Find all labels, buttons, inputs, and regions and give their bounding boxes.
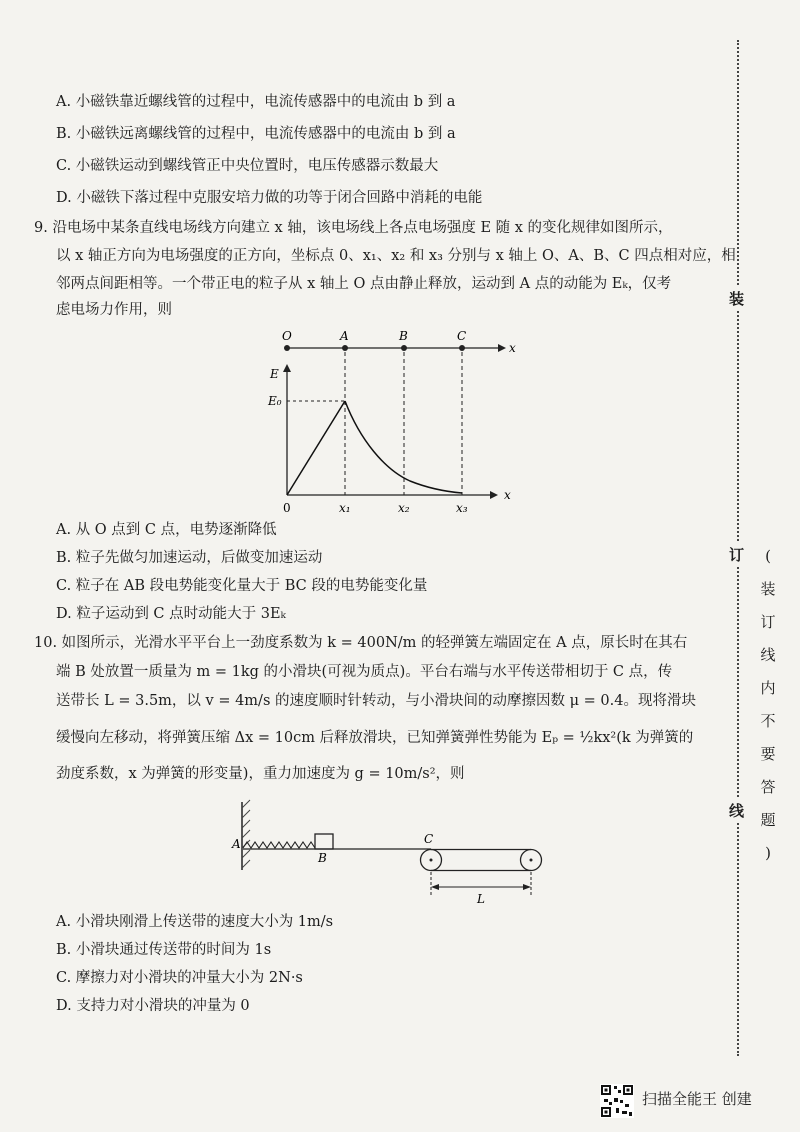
e-axis-label: E [270, 367, 279, 381]
q9-top-axis [282, 329, 516, 355]
q10-option-b: B. 小滑块通过传送带的时间为 1s [56, 942, 272, 958]
q10-option-a: A. 小滑块刚滑上传送带的速度大小为 1m/s [56, 914, 334, 930]
label-c: C [457, 329, 467, 343]
q10-stem-line-3: 送带长 L = 3.5m，以 v = 4m/s 的速度顺时针转动，与小滑块间的动摩擦因数 μ = 0.4。现将滑块 [56, 693, 696, 709]
label-point-b: B [318, 851, 327, 865]
label-point-c: C [424, 832, 434, 846]
slider-block [315, 834, 333, 849]
q8-option-a: A. 小磁铁靠近螺线管的过程中，电流传感器中的电流由 b 到 a [56, 94, 456, 110]
note-char: 线 [760, 646, 776, 664]
q9-option-b: B. 粒子先做匀加速运动，后做变加速运动 [56, 550, 323, 566]
q9-stem-line-2: 以 x 轴正方向为电场强度的正方向，坐标点 0、x₁、x₂ 和 x₃ 分别与 x 轴上 O、A、B、C 四点相对应，相 [56, 248, 736, 264]
note-char: 装 [760, 580, 776, 598]
scanner-watermark-text: 扫描全能王 创建 [642, 1090, 752, 1108]
label-a: A [340, 329, 349, 343]
q10-stem-line-2: 端 B 处放置一质量为 m = 1kg 的小滑块(可视为质点)。平台右端与水平传送带相切于 C 点，传 [56, 664, 673, 680]
q10-stem-line-1: 10. 如图所示，光滑水平平台上一劲度系数为 k = 400N/m 的轻弹簧左端固定在 A 点，原长时在其右 [34, 635, 688, 651]
note-char: 题 [760, 811, 776, 829]
q8-option-d: D. 小磁铁下落过程中克服安培力做的功等于闭合回路中消耗的电能 [56, 190, 483, 206]
q10-option-d: D. 支持力对小滑块的冲量为 0 [56, 998, 250, 1014]
point-o-dot [284, 345, 290, 351]
q9-option-c: C. 粒子在 AB 段电势能变化量大于 BC 段的电势能变化量 [56, 578, 428, 594]
q8-option-b: B. 小磁铁远离螺线管的过程中，电流传感器中的电流由 b 到 a [56, 126, 456, 142]
q9-stem-line-4: 虑电场力作用，则 [56, 302, 172, 318]
label-o: O [282, 329, 292, 343]
e0-label: E₀ [268, 394, 282, 408]
note-char: ) [765, 844, 771, 862]
q10-stem-line-5: 劲度系数，x 为弹簧的形变量)，重力加速度为 g = 10m/s²，则 [56, 766, 465, 782]
note-char: 不 [760, 712, 776, 730]
q10-option-c: C. 摩擦力对小滑块的冲量大小为 2N·s [56, 970, 303, 986]
binding-note-vertical [758, 540, 778, 870]
top-axis-x-label: x [509, 341, 516, 355]
tick-0: 0 [283, 501, 291, 515]
label-point-a: A [232, 837, 241, 851]
note-char: 订 [760, 613, 776, 631]
q9-stem-line-3: 邻两点间距相等。一个带正电的粒子从 x 轴上 O 点由静止释放，运动到 A 点的动能为 Eₖ，仅考 [56, 276, 672, 292]
tick-x3: x₃ [456, 501, 468, 515]
wall-hatching [242, 800, 250, 868]
note-char: 内 [760, 679, 776, 697]
q9-option-a: A. 从 O 点到 C 点，电势逐渐降低 [56, 522, 277, 538]
binding-mark-zhuang: 装 [729, 286, 744, 311]
q9-e-x-graph [267, 352, 511, 515]
label-b: B [399, 329, 408, 343]
point-a-dot [342, 345, 348, 351]
tick-x2: x₂ [398, 501, 410, 515]
tick-x1: x₁ [339, 501, 351, 515]
qr-code-icon [600, 1084, 634, 1118]
bottom-axis-x-label: x [504, 488, 511, 502]
note-char: 要 [760, 745, 776, 763]
binding-mark-ding: 订 [729, 542, 744, 567]
q10-figure [231, 800, 542, 906]
note-char: ( [765, 547, 771, 565]
note-char: 答 [760, 778, 776, 796]
spring [243, 842, 315, 848]
point-c-dot [459, 345, 465, 351]
label-length-l: L [477, 892, 485, 906]
q9-option-d: D. 粒子运动到 C 点时动能大于 3Eₖ [56, 606, 286, 622]
q9-stem-line-1: 9. 沿电场中某条直线电场线方向建立 x 轴，该电场线上各点电场强度 E 随 x 的变化规律如图所示， [34, 220, 673, 236]
point-b-dot [401, 345, 407, 351]
e-curve-linear [287, 401, 345, 495]
binding-mark-xian: 线 [729, 798, 744, 823]
q10-stem-line-4: 缓慢向左移动，将弹簧压缩 Δx = 10cm 后释放滑块，已知弹簧弹性势能为 Eₚ = ½kx²(k 为弹簧的 [56, 730, 694, 746]
q8-option-c: C. 小磁铁运动到螺线管正中央位置时，电压传感器示数最大 [56, 158, 439, 174]
